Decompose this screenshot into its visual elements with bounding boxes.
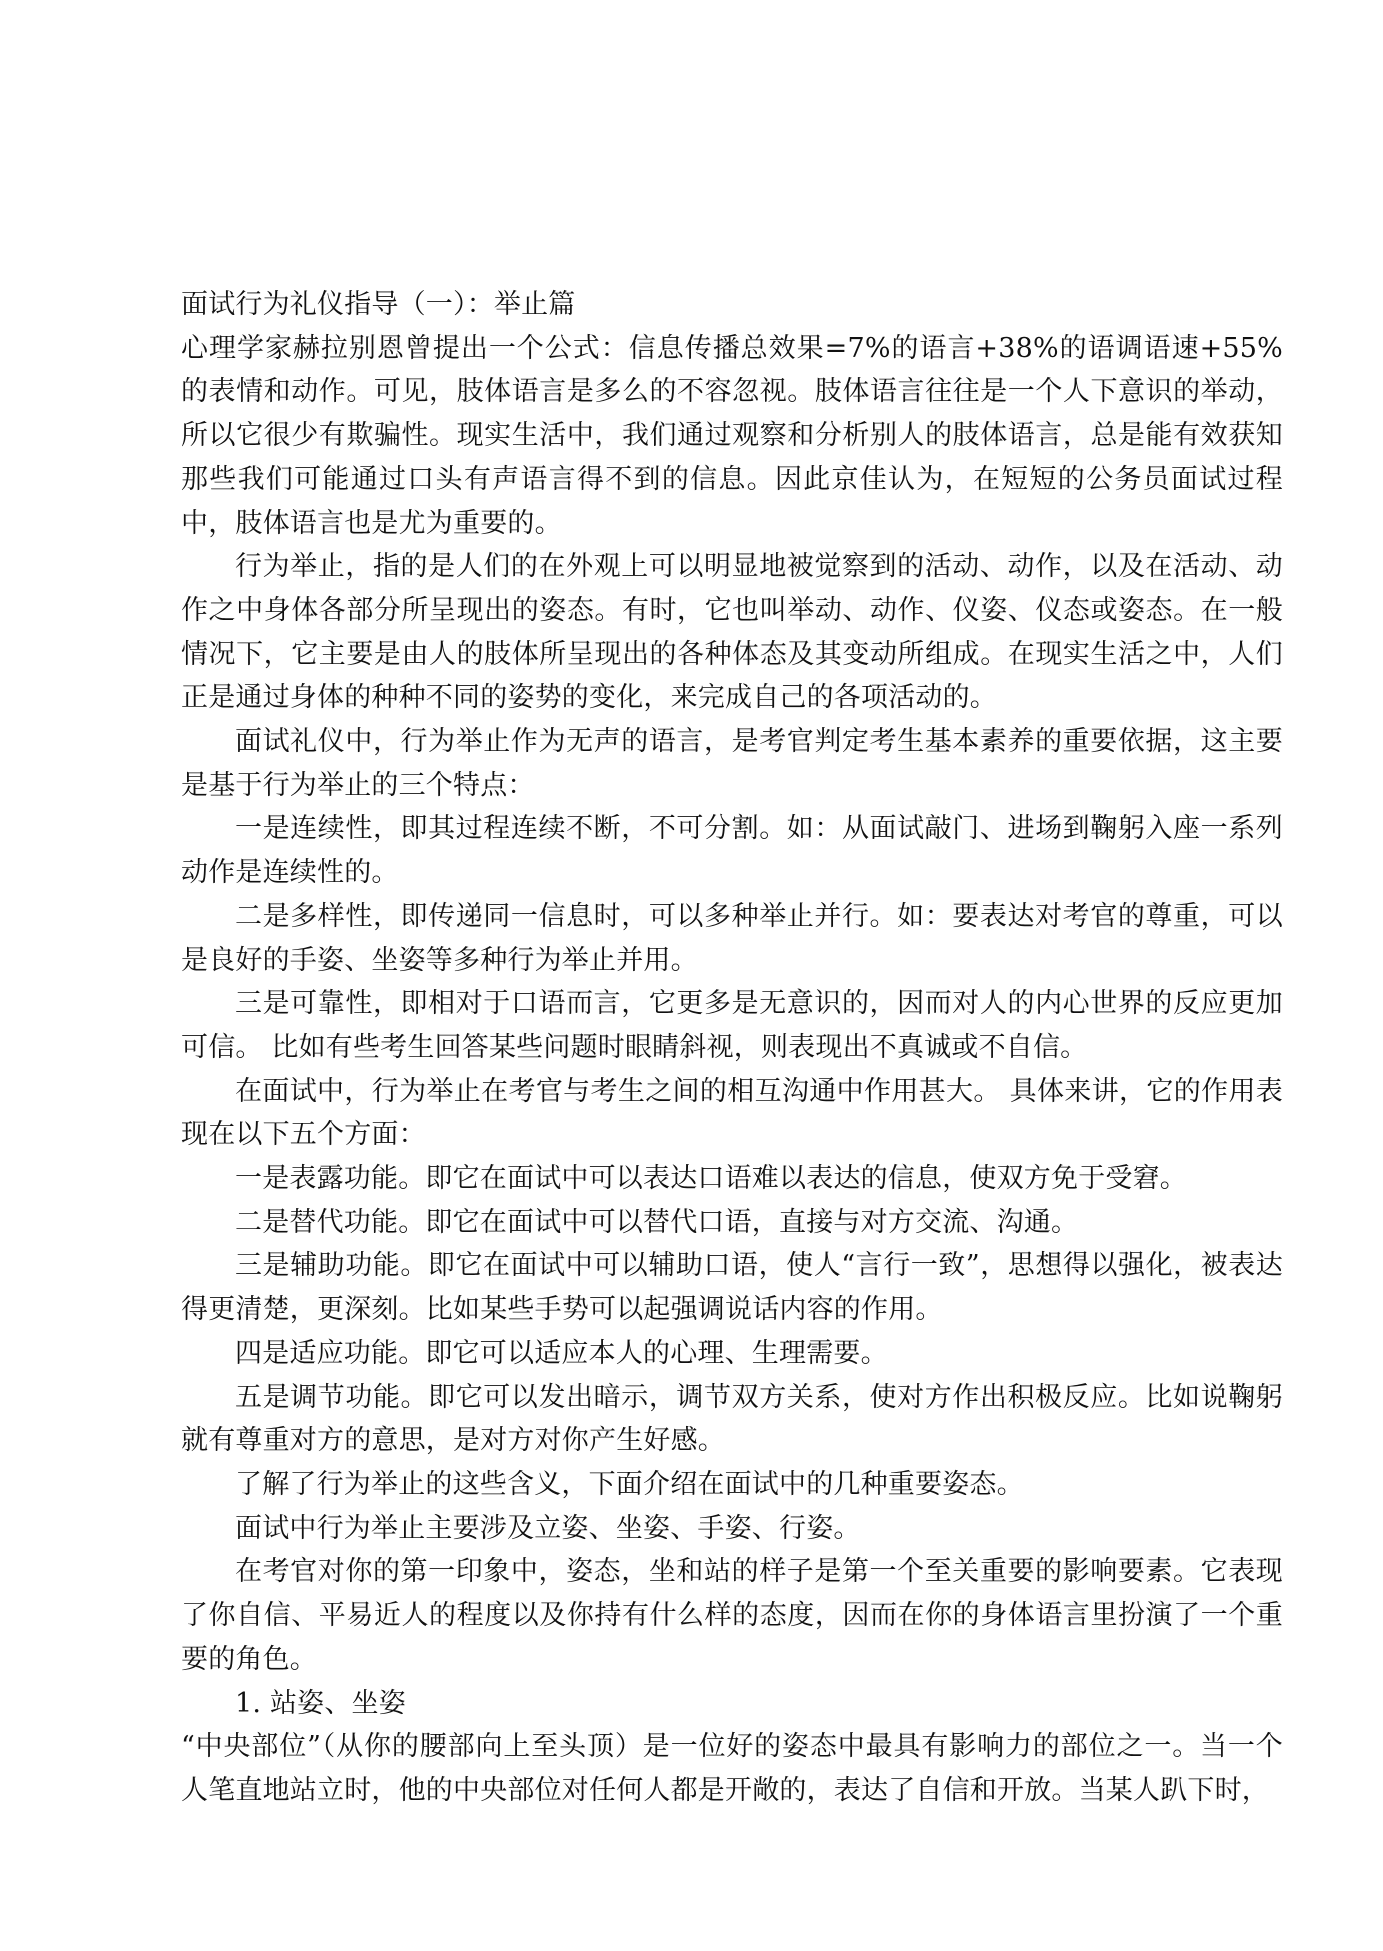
paragraph-definition: 行为举止，指的是人们的在外观上可以明显地被觉察到的活动、动作，以及在活动、动作之中身体各部分所呈现出的姿态。有时，它也叫举动、动作、仪姿、仪态或姿态。在一般情况下，它主要是由人的肢体所呈现出的各种体态及其变动所组成。在现实生活之中，人们正是通过身体的种种不同的姿势的变化，来完成自己的各项活动的。 xyxy=(181,551,1283,714)
paragraph-function-substitution: 二是替代功能。即它在面试中可以替代口语，直接与对方交流、沟通。 xyxy=(235,1206,1079,1238)
paragraph-postures-list: 面试中行为举止主要涉及立姿、坐姿、手姿、行姿。 xyxy=(235,1512,861,1544)
paragraph-postures-intro: 了解了行为举止的这些含义，下面介绍在面试中的几种重要姿态。 xyxy=(235,1468,1024,1500)
paragraph-function-expression: 一是表露功能。即它在面试中可以表达口语难以表达的信息，使双方免于受窘。 xyxy=(235,1163,1187,1195)
paragraph-first-impression: 在考官对你的第一印象中，姿态，坐和站的样子是第一个至关重要的影响要素。它表现了你自信、平易近人的程度以及你持有什么样的态度，因而在你的身体语言里扮演了一个重要的角色。 xyxy=(181,1556,1283,1675)
paragraph-function-adapt: 四是适应功能。即它可以适应本人的心理、生理需要。 xyxy=(235,1337,888,1369)
paragraph-feature-reliability: 三是可靠性，即相对于口语而言，它更多是无意识的，因而对人的内心世界的反应更加可信。 比如有些考生回答某些问题时眼睛斜视，则表现出不真诚或不自信。 xyxy=(181,988,1283,1063)
section-heading: 1. 站姿、坐姿 xyxy=(235,1687,406,1719)
paragraph-function-regulate: 五是调节功能。即它可以发出暗示，调节双方关系，使对方作出积极反应。比如说鞠躬就有尊重对方的意思，是对方对你产生好感。 xyxy=(181,1381,1283,1457)
paragraph-features-intro: 面试礼仪中，行为举止作为无声的语言，是考官判定考生基本素养的重要依据，这主要是基于行为举止的三个特点： xyxy=(181,726,1283,801)
document-body xyxy=(181,283,1283,1813)
paragraph-functions-intro: 在面试中，行为举止在考官与考生之间的相互沟通中作用甚大。 具体来讲，它的作用表现在以下五个方面： xyxy=(181,1075,1283,1151)
document-title: 面试行为礼仪指导（一）：举止篇 xyxy=(181,289,576,320)
paragraph-intro: 心理学家赫拉别恩曾提出一个公式：信息传播总效果=7%的语言+38%的语调语速+55%的表情和动作。可见，肢体语言是多么的不容忽视。肢体语言往往是一个人下意识的举动，所以它很少有欺骗性。现实生活中，我们通过观察和分析别人的肢体语言，总是能有效获知那些我们可能通过口头有声语言得不到的信息。因此京佳认为，在短短的公务员面试过程中，肢体语言也是尤为重要的。 xyxy=(181,332,1283,539)
paragraph-feature-continuity: 一是连续性，即其过程连续不断，不可分割。如：从面试敲门、进场到鞠躬入座一系列动作是连续性的。 xyxy=(181,813,1283,889)
paragraph-central-area: “中央部位”（从你的腰部向上至头顶）是一位好的姿态中最具有影响力的部位之一。当一个人笔直地站立时，他的中央部位对任何人都是开敞的，表达了自信和开放。当某人趴下时， xyxy=(181,1731,1283,1806)
paragraph-feature-diversity: 二是多样性，即传递同一信息时，可以多种举止并行。如：要表达对考官的尊重，可以是良好的手姿、坐姿等多种行为举止并用。 xyxy=(181,900,1283,976)
paragraph-function-assist: 三是辅助功能。即它在面试中可以辅助口语，使人“言行一致”，思想得以强化，被表达得更清楚，更深刻。比如某些手势可以起强调说话内容的作用。 xyxy=(181,1250,1283,1326)
